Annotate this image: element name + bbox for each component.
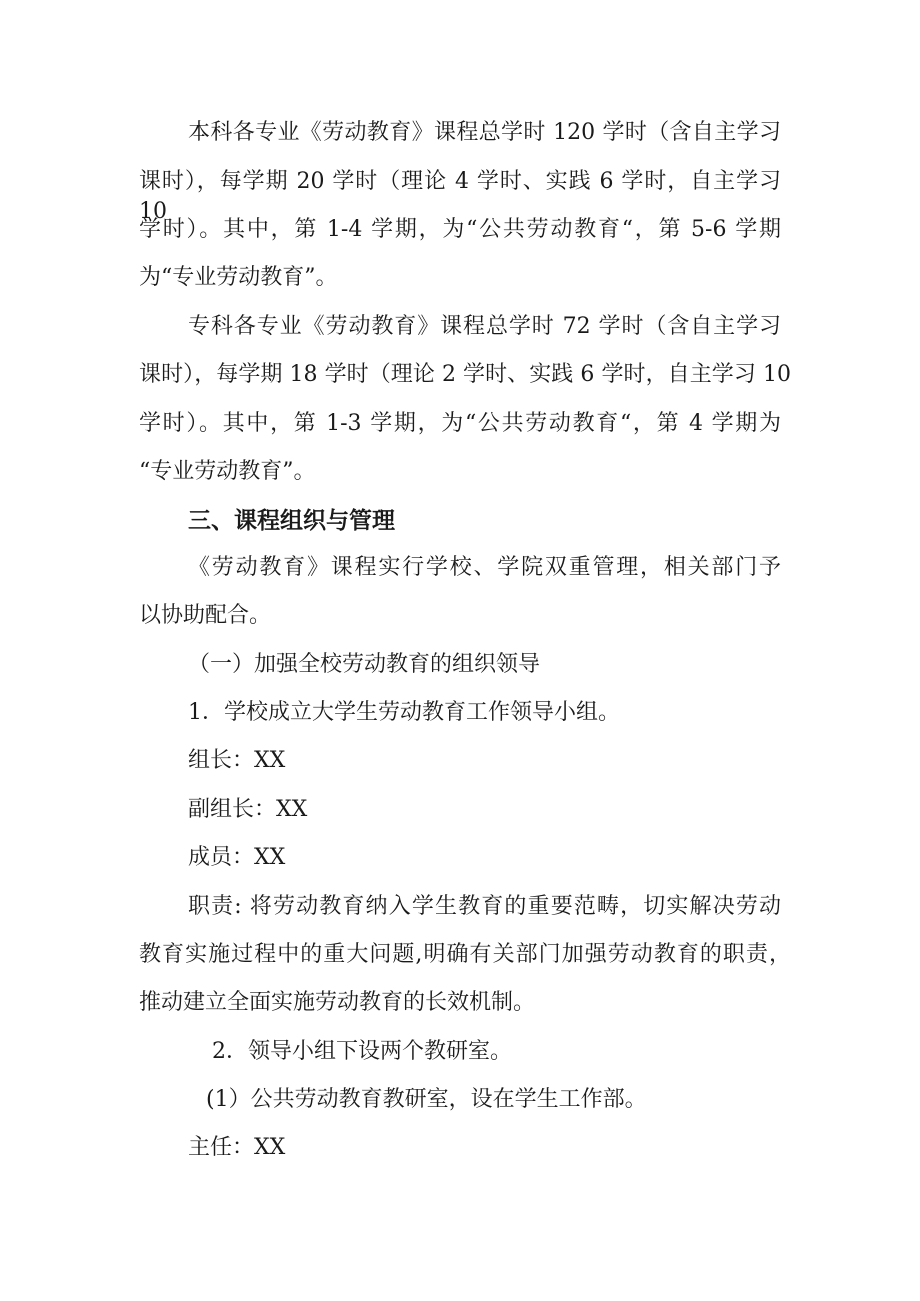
paragraph-2-line-1: 专科各专业《劳动教育》课程总学时 72 学时（含自主学习 (188, 314, 781, 339)
members-line: 成员：XX (188, 845, 286, 870)
list-item-2-1: (1）公共劳动教育教研室，设在学生工作部。 (206, 1087, 647, 1112)
paragraph-3-line-2: 以协助配合。 (139, 603, 272, 628)
paragraph-1-line-2: 课时），每学期 20 学时（理论 4 学时、实践 6 学时，自主学习 10 (139, 169, 781, 224)
paragraph-2-line-2: 课时），每学期 18 学时（理论 2 学时、实践 6 学时，自主学习 10 (139, 362, 791, 387)
paragraph-1-line-4: 为“专业劳动教育”。 (139, 265, 338, 290)
paragraph-1-line-3: 学时）。其中，第 1-4 学期，为“公共劳动教育“，第 5-6 学期 (139, 217, 781, 242)
list-item-2: 2．领导小组下设两个教研室。 (212, 1039, 512, 1064)
paragraph-2-line-4: “专业劳动教育”。 (139, 459, 316, 484)
deputy-leader-line: 副组长：XX (188, 797, 308, 822)
director-line: 主任：XX (188, 1135, 286, 1160)
subsection-heading: （一）加强全校劳动教育的组织领导 (188, 652, 541, 677)
duties-line-1: 职责: 将劳动教育纳入学生教育的重要范畴，切实解决劳动 (188, 894, 781, 919)
list-item-1: 1．学校成立大学生劳动教育工作领导小组。 (188, 700, 620, 725)
leader-line: 组长：XX (188, 748, 286, 773)
section-heading: 三、课程组织与管理 (188, 508, 395, 534)
paragraph-2-line-3: 学时）。其中，第 1-3 学期，为“公共劳动教育“，第 4 学期为 (139, 411, 781, 436)
duties-line-3: 推动建立全面实施劳动教育的长效机制。 (139, 990, 536, 1015)
paragraph-1-line-1: 本科各专业《劳动教育》课程总学时 120 学时（含自主学习 (188, 120, 781, 145)
paragraph-3-line-1: 《劳动教育》课程实行学校、学院双重管理，相关部门予 (188, 555, 781, 580)
duties-line-2: 教育实施过程中的重大问题,明确有关部门加强劳动教育的职责， (139, 942, 791, 967)
